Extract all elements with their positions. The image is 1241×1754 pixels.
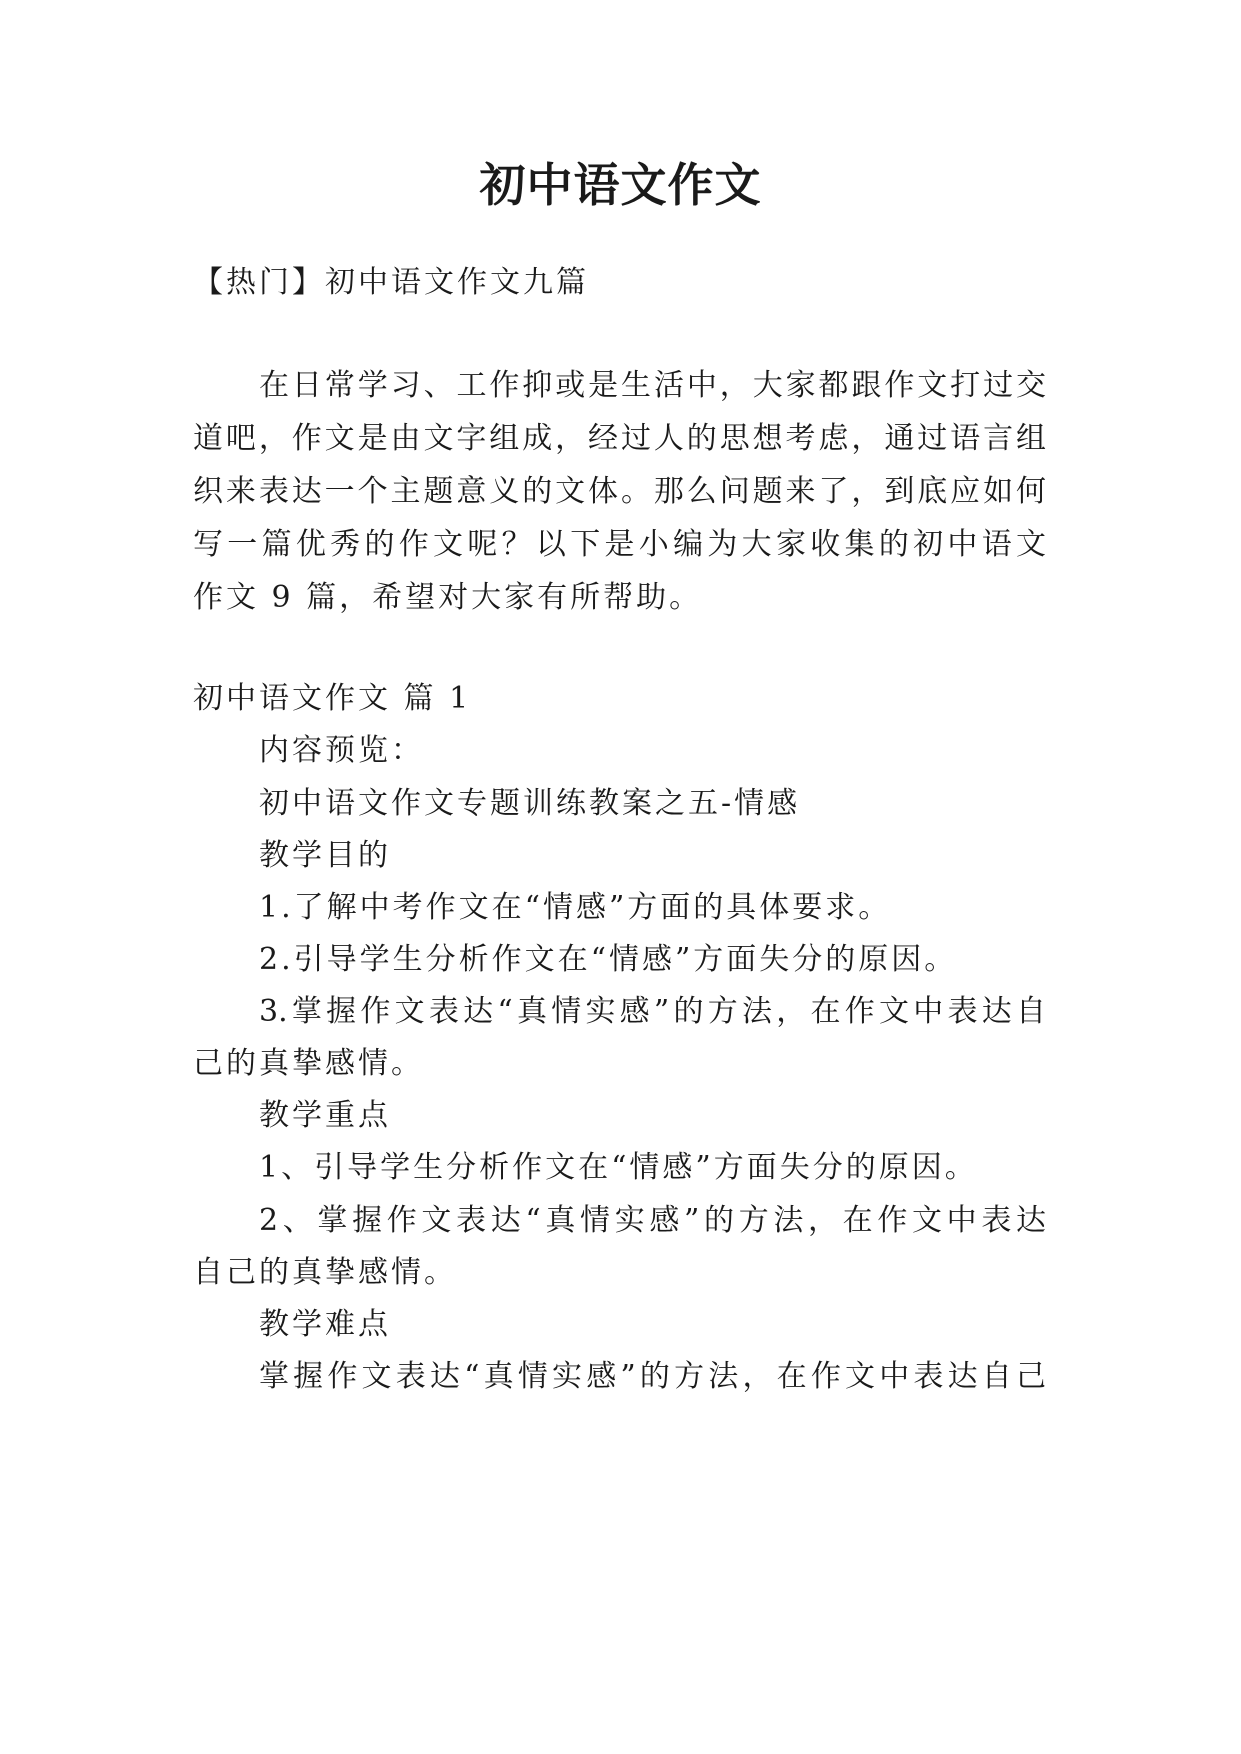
intro-line: 织来表达一个主题意义的文体。那么问题来了，到底应如何 xyxy=(193,474,1046,509)
intro-line: 作文 9 篇，希望对大家有所帮助。 xyxy=(193,580,703,615)
intro-line: 道吧，作文是由文字组成，经过人的思想考虑，通过语言组 xyxy=(193,421,1046,456)
body-line: 自己的真挚感情。 xyxy=(193,1255,457,1290)
section-heading: 初中语文作文 篇 1 xyxy=(193,681,472,716)
body-line: 1、引导学生分析作文在“情感”方面失分的原因。 xyxy=(259,1150,978,1185)
body-line: 初中语文作文专题训练教案之五-情感 xyxy=(259,786,801,821)
body-line: 3.掌握作文表达“真情实感”的方法，在作文中表达自 xyxy=(259,994,1046,1029)
body-line: 教学目的 xyxy=(259,838,391,873)
intro-line: 在日常学习、工作抑或是生活中，大家都跟作文打过交 xyxy=(259,368,1046,403)
body-line: 掌握作文表达“真情实感”的方法，在作文中表达自己 xyxy=(259,1359,1046,1394)
body-line: 内容预览： xyxy=(259,733,424,768)
document-subtitle: 【热门】初中语文作文九篇 xyxy=(193,265,589,300)
body-line: 教学重点 xyxy=(259,1098,391,1133)
body-line: 己的真挚感情。 xyxy=(193,1046,424,1081)
body-line: 1.了解中考作文在“情感”方面的具体要求。 xyxy=(259,890,892,925)
body-line: 2.引导学生分析作文在“情感”方面失分的原因。 xyxy=(259,942,958,977)
document-title: 初中语文作文 xyxy=(479,158,762,212)
body-line: 教学难点 xyxy=(259,1307,391,1342)
intro-line: 写一篇优秀的作文呢？以下是小编为大家收集的初中语文 xyxy=(193,527,1046,562)
body-line: 2、掌握作文表达“真情实感”的方法，在作文中表达 xyxy=(259,1203,1046,1238)
